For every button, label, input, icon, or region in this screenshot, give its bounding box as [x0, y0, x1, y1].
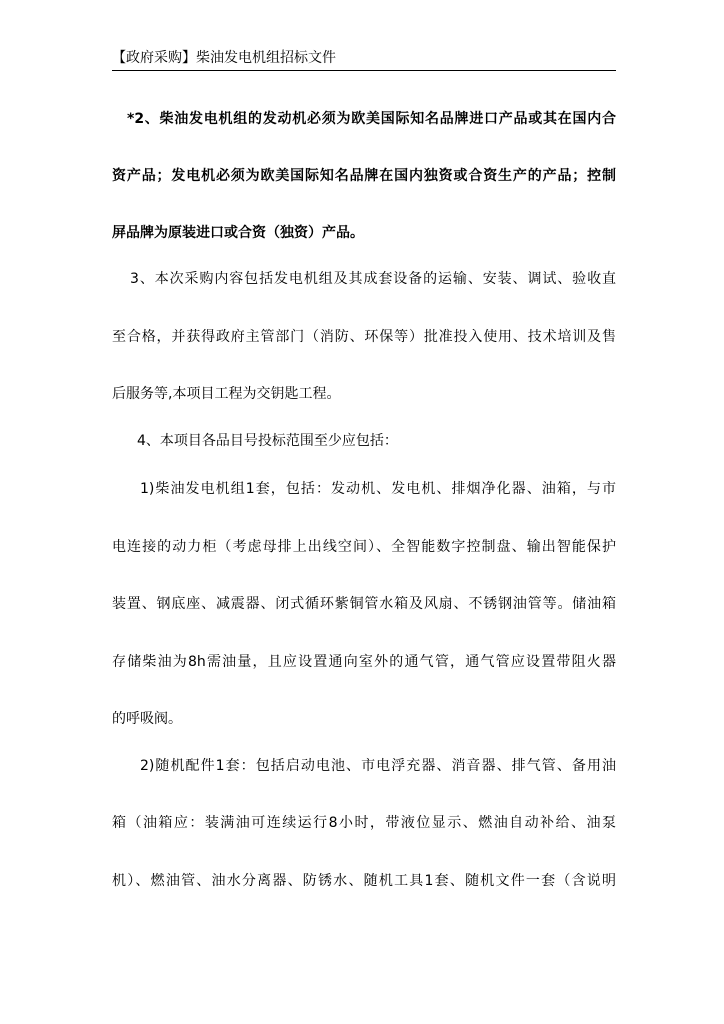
paragraph-line: 屏品牌为原装进口或合资（独资）产品。 — [112, 225, 364, 241]
paragraph-line: 机）、燃油管、油水分离器、防锈水、随机工具1套、随机文件一套（含说明 — [112, 873, 616, 889]
paragraph-line: 至合格，并获得政府主管部门（消防、环保等）批准投入使用、技术培训及售 — [112, 329, 616, 345]
paragraph-line: 装置、钢底座、减震器、闭式循环紫铜管水箱及风扇、不锈钢油管等。储油箱 — [112, 596, 616, 612]
paragraph-line: 电连接的动力柜（考虑母排上出线空间）、全智能数字控制盘、输出智能保护 — [112, 539, 616, 555]
document-header: 【政府采购】柴油发电机组招标文件 — [112, 50, 336, 66]
paragraph-line: 1)柴油发电机组1套，包括：发动机、发电机、排烟净化器、油箱，与市 — [140, 481, 616, 497]
paragraph-line: 存储柴油为8h需油量，且应设置通向室外的通气管，通气管应设置带阻火器 — [112, 654, 616, 670]
header-divider — [112, 70, 616, 71]
paragraph-line: 2)随机配件1套：包括启动电池、市电浮充器、消音器、排气管、备用油 — [140, 758, 616, 774]
paragraph-line: 箱（油箱应：装满油可连续运行8小时，带液位显示、燃油自动补给、油泵 — [112, 815, 616, 831]
paragraph-line: 4、本项目各品目号投标范围至少应包括： — [137, 433, 398, 449]
paragraph-line: 资产品；发电机必须为欧美国际知名品牌在国内独资或合资生产的产品；控制 — [112, 168, 616, 184]
paragraph-line: 3、本次采购内容包括发电机组及其成套设备的运输、安装、调试、验收直 — [130, 271, 616, 287]
paragraph-line: 的呼吸阀。 — [112, 711, 182, 727]
paragraph-line: 后服务等,本项目工程为交钥匙工程。 — [112, 386, 341, 402]
paragraph-line: *2、柴油发电机组的发动机必须为欧美国际知名品牌进口产品或其在国内合 — [127, 111, 616, 127]
